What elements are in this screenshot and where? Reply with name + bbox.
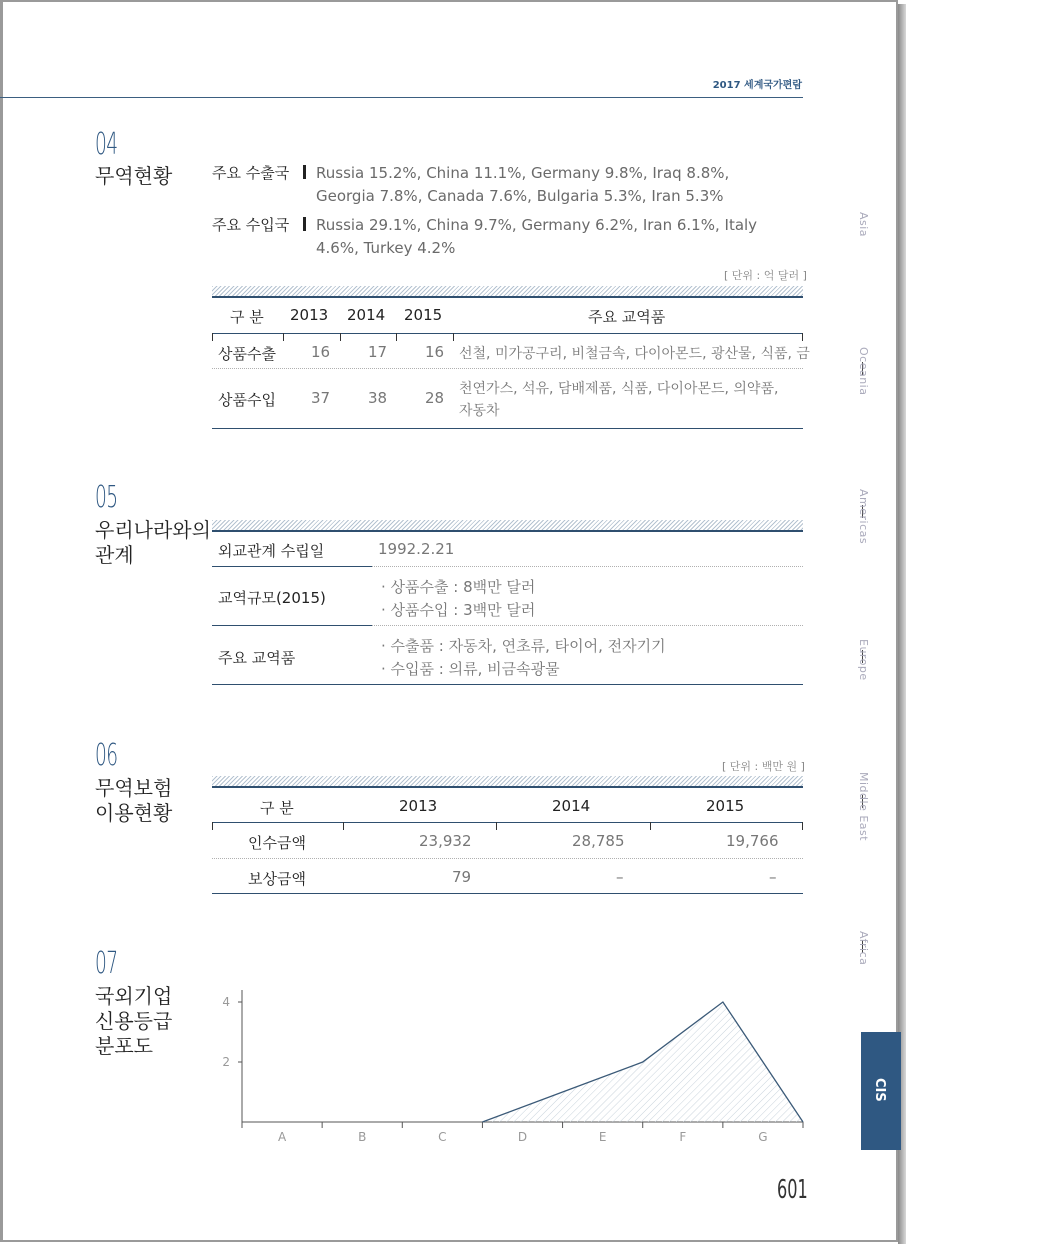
x-tick-label-B: B: [358, 1130, 367, 1144]
section-number-05: 05: [95, 480, 118, 515]
unit-note: [ 단위 : 억 달러 ]: [724, 269, 807, 282]
th-category: 구 분: [260, 799, 294, 817]
label-bar: [303, 165, 306, 179]
column-tick: [212, 822, 213, 830]
table-hatch-band: [212, 286, 803, 296]
section-number-04: 04: [95, 127, 118, 162]
th-2013: 2013: [399, 797, 438, 815]
side-tab-oceania[interactable]: Oceania: [857, 347, 870, 396]
import-countries-text: Russia 29.1%, China 9.7%, Germany 6.2%, Iran 6.1%, Italy 4.6%, Turkey 4.2%: [316, 216, 758, 257]
ins-underwriting-2013: 23,932: [419, 832, 472, 850]
row-label-import: 상품수입: [218, 391, 276, 409]
cell-import-items-line2: 자동차: [459, 403, 500, 419]
table-top-rule: [212, 530, 803, 532]
x-tick-label-A: A: [277, 1130, 287, 1144]
column-tick: [340, 333, 341, 341]
rel-value-export-items: · 수출품 : 자동차, 연초류, 타이어, 전자기기: [381, 637, 666, 655]
column-tick: [802, 333, 803, 341]
section-number-06: 06: [95, 738, 118, 773]
table-bottom-rule: [212, 684, 803, 685]
cell-export-2014: 17: [368, 343, 388, 361]
label-rule: [212, 625, 372, 626]
rel-label-main-items: 주요 교역품: [218, 649, 296, 667]
th-category: 구 분: [230, 308, 264, 326]
table-top-rule: [212, 296, 803, 298]
row-divider: [372, 566, 803, 567]
column-tick: [396, 333, 397, 341]
export-countries-row: [212, 162, 812, 212]
export-label: 주요 수출국: [212, 164, 290, 182]
credit-rating-chart: [212, 985, 812, 1150]
row-label-export: 상품수출: [218, 345, 276, 363]
table-bottom-rule: [212, 428, 803, 429]
th-main-items: 주요 교역품: [588, 308, 666, 326]
rel-value-import-items: · 수입품 : 의류, 비금속광물: [381, 660, 560, 678]
row-divider: [372, 625, 803, 626]
th-2014: 2014: [347, 306, 386, 324]
side-tab-americas[interactable]: Americas: [857, 489, 870, 545]
column-tick: [283, 333, 284, 341]
side-tab-cis-label: CIS: [872, 1078, 887, 1102]
table-hatch-band: [212, 776, 803, 786]
section-title-insurance-1: 무역보험: [95, 776, 173, 800]
import-label: 주요 수입국: [212, 216, 290, 234]
rel-value-diplomacy: 1992.2.21: [378, 540, 455, 558]
x-tick-label-F: F: [679, 1130, 687, 1144]
cell-import-items-line1: 천연가스, 석유, 담배제품, 식품, 다이아몬드, 의약품,: [459, 381, 779, 397]
table-top-rule: [212, 786, 803, 788]
header-rule: [212, 333, 803, 334]
column-tick: [343, 822, 344, 830]
ins-compensation-2015: –: [769, 868, 777, 886]
section-title-relations-2: 관계: [95, 543, 134, 567]
column-tick: [650, 822, 651, 830]
section-title-credit-1: 국외기업: [95, 984, 173, 1008]
unit-note: [ 단위 : 백만 원 ]: [722, 760, 805, 773]
section-number-07: 07: [95, 946, 118, 981]
section-title-insurance-2: 이용현황: [95, 801, 173, 825]
page-number: 601: [777, 1175, 808, 1205]
row-divider: [212, 858, 803, 859]
rel-label-diplomacy: 외교관계 수립일: [218, 542, 325, 560]
y-tick-label-4: 4: [222, 995, 230, 1009]
x-tick-label-C: C: [438, 1130, 447, 1144]
section-title-credit-2: 신용등급: [95, 1009, 173, 1033]
rel-value-export: · 상품수출 : 8백만 달러: [381, 578, 536, 596]
label-bar: [303, 217, 306, 231]
row-divider: [212, 368, 803, 369]
ins-compensation-2014: –: [616, 868, 624, 886]
side-tab-asia[interactable]: Asia: [857, 212, 870, 238]
column-tick: [212, 333, 213, 341]
side-tab-africa[interactable]: Africa: [857, 931, 870, 966]
rel-label-trade-volume: 교역규모(2015): [218, 589, 326, 607]
section-title-credit-3: 분포도: [95, 1034, 153, 1058]
table-hatch-band: [212, 520, 803, 530]
import-countries-row: [212, 214, 812, 264]
th-2015: 2015: [706, 797, 745, 815]
th-2015: 2015: [404, 306, 443, 324]
cell-export-2013: 16: [311, 343, 331, 361]
ins-label-underwriting: 인수금액: [248, 834, 306, 852]
cell-import-2014: 38: [368, 389, 388, 407]
running-header: 2017 세계국가편람: [712, 80, 802, 91]
th-2014: 2014: [552, 797, 591, 815]
y-tick-label-2: 2: [222, 1055, 230, 1069]
section-title-relations-1: 우리나라와의: [95, 518, 211, 542]
side-tab-middle-east[interactable]: Middle East: [857, 772, 870, 842]
export-countries-text: Russia 15.2%, China 11.1%, Germany 9.8%, Iraq 8.8%, Georgia 7.8%, Canada 7.6%, Bulgaria 5.3%, Iran 5.3%: [316, 164, 730, 205]
cell-import-2015: 28: [425, 389, 445, 407]
ins-label-compensation: 보상금액: [248, 870, 306, 888]
cell-import-2013: 37: [311, 389, 331, 407]
cell-export-2015: 16: [425, 343, 445, 361]
side-tab-europe[interactable]: Europe: [857, 639, 870, 681]
ins-compensation-2013: 79: [452, 868, 472, 886]
column-tick: [802, 822, 803, 830]
ins-underwriting-2014: 28,785: [572, 832, 625, 850]
side-tab-cis-active[interactable]: [861, 1032, 901, 1150]
column-tick: [453, 333, 454, 341]
label-rule: [212, 566, 372, 567]
cell-export-items: 선철, 미가공구리, 비철금속, 다이아몬드, 광산물, 식품, 금: [459, 346, 810, 362]
table-bottom-rule: [212, 893, 803, 894]
x-tick-label-G: G: [758, 1130, 768, 1144]
rel-value-import: · 상품수입 : 3백만 달러: [381, 601, 536, 619]
ins-underwriting-2015: 19,766: [726, 832, 779, 850]
header-rule: [212, 822, 803, 823]
column-tick: [496, 822, 497, 830]
x-tick-label-D: D: [517, 1130, 528, 1144]
x-tick-label-E: E: [598, 1130, 607, 1144]
section-title-trade: 무역현황: [95, 164, 173, 188]
header-rule: [0, 97, 803, 98]
th-2013: 2013: [290, 306, 329, 324]
